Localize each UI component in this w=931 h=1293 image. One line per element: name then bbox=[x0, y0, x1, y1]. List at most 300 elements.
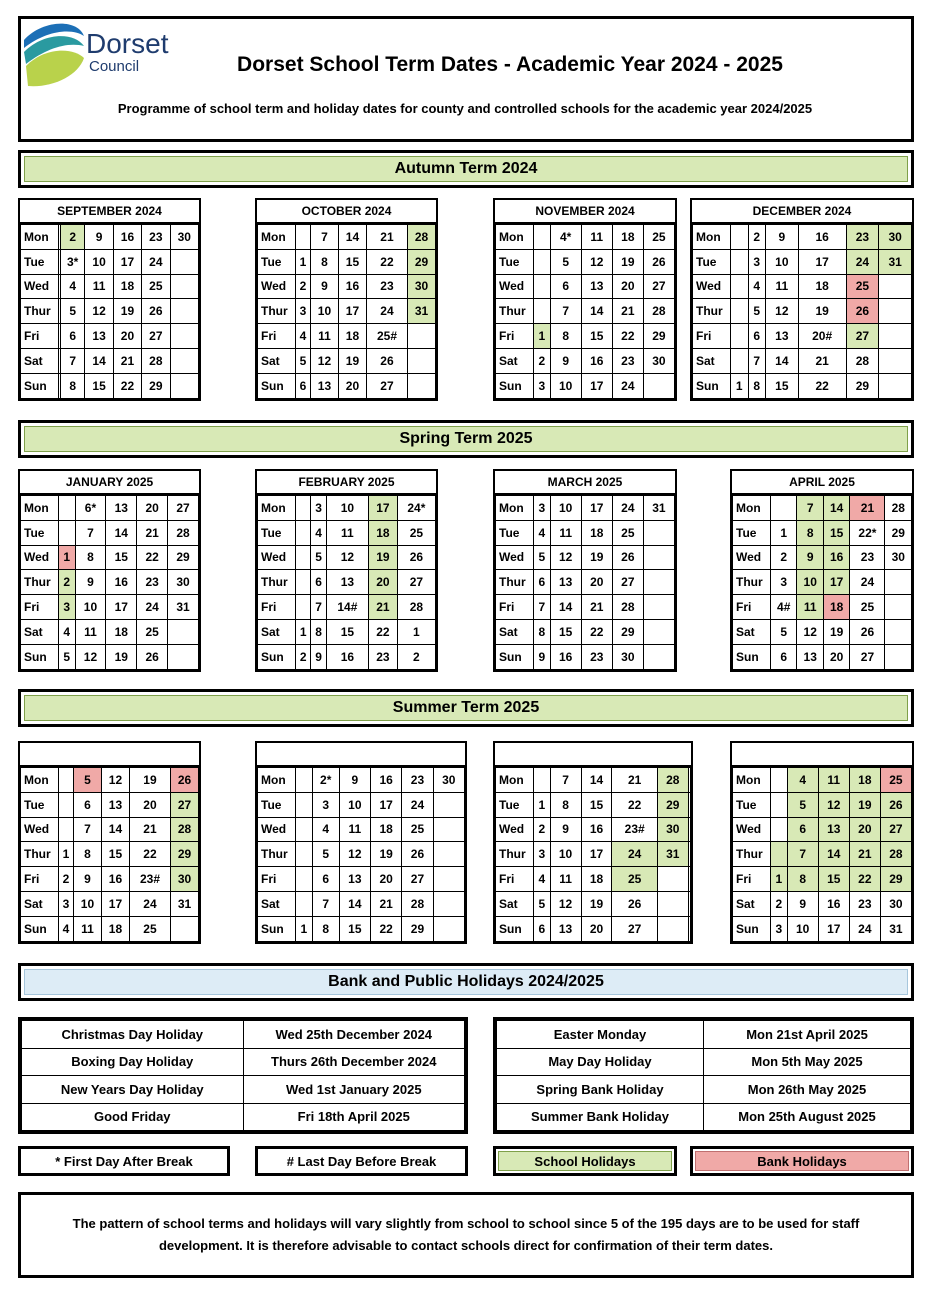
date-cell: 5 bbox=[59, 644, 76, 669]
date-cell: 30 bbox=[643, 348, 674, 373]
date-cell: 31 bbox=[657, 842, 688, 867]
date-cell: 17 bbox=[113, 249, 141, 274]
month-calendar bbox=[255, 198, 438, 401]
holiday-name: Boxing Day Holiday bbox=[22, 1048, 244, 1076]
date-cell: 23 bbox=[368, 644, 397, 669]
month-title bbox=[257, 743, 465, 767]
week-row bbox=[21, 891, 199, 916]
date-cell: 9 bbox=[534, 644, 551, 669]
date-cell bbox=[643, 619, 674, 644]
date-cell: 4 bbox=[59, 916, 74, 941]
weekday-label: Mon bbox=[733, 496, 771, 521]
date-cell: 4# bbox=[771, 595, 797, 620]
week-row bbox=[21, 373, 199, 398]
date-cell: 3* bbox=[60, 249, 84, 274]
date-cell bbox=[296, 891, 313, 916]
weekday-label: Sun bbox=[733, 644, 771, 669]
date-cell: 31 bbox=[168, 595, 199, 620]
date-cell: 20 bbox=[137, 496, 168, 521]
weekday-label: Sat bbox=[258, 348, 296, 373]
date-cell: 28 bbox=[397, 595, 435, 620]
week-row bbox=[21, 299, 199, 324]
weekday-label: Sun bbox=[496, 373, 534, 398]
week-row bbox=[496, 324, 675, 349]
date-cell: 2 bbox=[771, 891, 788, 916]
date-cell: 29 bbox=[168, 545, 199, 570]
date-cell bbox=[879, 348, 912, 373]
date-cell: 19 bbox=[581, 891, 612, 916]
date-cell: 26 bbox=[366, 348, 407, 373]
week-row bbox=[496, 570, 675, 595]
weekday-label: Fri bbox=[496, 324, 534, 349]
date-cell: 14 bbox=[339, 891, 370, 916]
date-cell: 23# bbox=[129, 867, 170, 892]
legend-label: # Last Day Before Break bbox=[286, 1153, 437, 1169]
week-row bbox=[21, 619, 199, 644]
date-cell: 19 bbox=[129, 768, 170, 793]
date-cell: 2 bbox=[60, 225, 84, 250]
date-cell: 13 bbox=[766, 324, 799, 349]
weekday-label: Sat bbox=[21, 619, 59, 644]
weekday-label: Tue bbox=[258, 249, 296, 274]
date-cell: 24 bbox=[142, 249, 170, 274]
date-cell bbox=[885, 619, 912, 644]
date-cell: 29 bbox=[885, 520, 912, 545]
date-cell: 13 bbox=[310, 373, 338, 398]
date-cell: 15 bbox=[550, 619, 581, 644]
date-cell: 8 bbox=[312, 916, 339, 941]
bank-holidays-table-left bbox=[18, 1017, 468, 1134]
date-cell: 3 bbox=[296, 299, 311, 324]
date-cell: 17 bbox=[818, 916, 849, 941]
weekday-label: Sun bbox=[21, 373, 59, 398]
legend-label: School Holidays bbox=[498, 1151, 672, 1171]
week-row bbox=[258, 644, 436, 669]
week-row bbox=[258, 891, 465, 916]
date-cell bbox=[407, 348, 435, 373]
date-cell: 1 bbox=[59, 842, 74, 867]
date-cell: 21 bbox=[366, 225, 407, 250]
date-cell: 18 bbox=[581, 867, 612, 892]
date-cell: 27 bbox=[366, 373, 407, 398]
date-cell: 11 bbox=[326, 520, 368, 545]
week-row bbox=[693, 225, 912, 250]
date-cell bbox=[771, 768, 788, 793]
month-title: NOVEMBER 2024 bbox=[495, 200, 675, 224]
weekday-label: Mon bbox=[496, 768, 534, 793]
week-row bbox=[496, 644, 675, 669]
date-cell: 18 bbox=[581, 520, 612, 545]
weekday-label: Mon bbox=[496, 225, 534, 250]
holiday-date: Fri 18th April 2025 bbox=[243, 1103, 465, 1131]
month-title: OCTOBER 2024 bbox=[257, 200, 436, 224]
week-row bbox=[21, 792, 199, 817]
date-cell: 26 bbox=[880, 792, 911, 817]
term-bar-autumn bbox=[18, 150, 914, 188]
weekday-label: Wed bbox=[496, 817, 534, 842]
date-cell: 7 bbox=[60, 348, 84, 373]
date-cell: 28 bbox=[643, 299, 674, 324]
date-cell bbox=[170, 299, 198, 324]
date-cell: 18 bbox=[368, 520, 397, 545]
date-cell: 30 bbox=[433, 768, 464, 793]
date-cell: 25 bbox=[397, 520, 435, 545]
date-cell: 29 bbox=[880, 867, 911, 892]
date-cell: 26 bbox=[142, 299, 170, 324]
date-cell: 14# bbox=[326, 595, 368, 620]
date-cell: 8 bbox=[73, 842, 101, 867]
week-row bbox=[21, 842, 199, 867]
date-cell: 11 bbox=[818, 768, 849, 793]
date-cell: 15 bbox=[823, 520, 849, 545]
date-cell: 12 bbox=[101, 768, 129, 793]
weekday-label: Wed bbox=[733, 545, 771, 570]
date-cell: 25 bbox=[643, 225, 674, 250]
date-cell bbox=[296, 570, 311, 595]
week-row bbox=[693, 348, 912, 373]
date-cell: 22 bbox=[849, 867, 880, 892]
date-cell: 28 bbox=[880, 842, 911, 867]
week-row bbox=[258, 373, 436, 398]
logo-subname: Council bbox=[89, 58, 140, 75]
date-cell: 7 bbox=[310, 225, 338, 250]
date-cell: 9 bbox=[550, 817, 581, 842]
footer-note: The pattern of school terms and holidays will vary slightly from school to school since 5 of the 195 days are to be used for staff development. It is therefore advisable to contact schools direct for confirmation of their term dates. bbox=[18, 1192, 914, 1278]
weekday-label: Mon bbox=[693, 225, 731, 250]
date-cell: 2 bbox=[534, 348, 551, 373]
date-cell: 14 bbox=[101, 817, 129, 842]
date-cell: 4 bbox=[534, 520, 551, 545]
date-cell bbox=[296, 768, 313, 793]
date-cell: 13 bbox=[550, 916, 581, 941]
date-cell: 5 bbox=[787, 792, 818, 817]
date-cell: 21 bbox=[612, 299, 643, 324]
holiday-date: Thurs 26th December 2024 bbox=[243, 1048, 465, 1076]
date-cell: 2 bbox=[59, 867, 74, 892]
weekday-label: Thur bbox=[258, 299, 296, 324]
date-cell: 25 bbox=[137, 619, 168, 644]
date-cell: 29 bbox=[643, 324, 674, 349]
date-cell: 9 bbox=[311, 644, 326, 669]
date-cell: 16 bbox=[581, 817, 612, 842]
date-cell: 2 bbox=[296, 644, 311, 669]
weekday-label: Sun bbox=[496, 916, 534, 941]
date-cell: 4 bbox=[787, 768, 818, 793]
week-row bbox=[258, 867, 465, 892]
date-cell: 13 bbox=[101, 792, 129, 817]
date-cell: 5 bbox=[73, 768, 101, 793]
date-cell: 29 bbox=[142, 373, 170, 398]
date-cell: 19 bbox=[612, 249, 643, 274]
date-cell bbox=[433, 867, 464, 892]
date-cell bbox=[534, 768, 551, 793]
legend-label: * First Day After Break bbox=[55, 1153, 193, 1169]
weekday-label: Wed bbox=[21, 545, 59, 570]
date-cell: 20 bbox=[581, 916, 612, 941]
date-cell: 11 bbox=[339, 817, 370, 842]
weekday-label: Tue bbox=[496, 249, 534, 274]
holiday-row bbox=[22, 1048, 465, 1076]
date-cell: 10 bbox=[787, 916, 818, 941]
week-row bbox=[258, 916, 465, 941]
date-cell bbox=[534, 274, 551, 299]
date-cell: 23 bbox=[581, 644, 612, 669]
date-cell: 11 bbox=[85, 274, 113, 299]
date-cell: 5 bbox=[534, 891, 551, 916]
date-cell: 26 bbox=[137, 644, 168, 669]
date-cell: 27 bbox=[170, 792, 198, 817]
date-cell bbox=[407, 373, 435, 398]
weekday-label: Wed bbox=[21, 274, 59, 299]
date-cell bbox=[688, 768, 690, 793]
date-cell: 1 bbox=[397, 619, 435, 644]
date-cell: 27 bbox=[880, 817, 911, 842]
weekday-label: Sat bbox=[258, 891, 296, 916]
weekday-label: Sat bbox=[733, 619, 771, 644]
date-cell: 19 bbox=[798, 299, 846, 324]
date-cell: 27 bbox=[397, 570, 435, 595]
date-cell: 4 bbox=[312, 817, 339, 842]
date-cell bbox=[885, 595, 912, 620]
date-cell: 22 bbox=[129, 842, 170, 867]
weekday-label: Fri bbox=[693, 324, 731, 349]
date-cell bbox=[170, 274, 198, 299]
date-cell: 31 bbox=[879, 249, 912, 274]
weekday-label: Fri bbox=[733, 595, 771, 620]
date-cell: 21 bbox=[581, 595, 612, 620]
date-cell: 10 bbox=[766, 249, 799, 274]
date-cell: 7 bbox=[312, 891, 339, 916]
date-cell: 27 bbox=[142, 324, 170, 349]
date-cell bbox=[731, 324, 749, 349]
week-row bbox=[733, 496, 912, 521]
date-cell: 2 bbox=[59, 570, 76, 595]
date-cell: 11 bbox=[550, 520, 581, 545]
week-row bbox=[21, 644, 199, 669]
date-cell: 25# bbox=[366, 324, 407, 349]
date-cell bbox=[170, 916, 198, 941]
date-cell bbox=[688, 867, 690, 892]
date-cell: 26 bbox=[643, 249, 674, 274]
date-cell: 20# bbox=[798, 324, 846, 349]
date-cell: 16 bbox=[818, 891, 849, 916]
weekday-label: Thur bbox=[496, 299, 534, 324]
date-cell bbox=[59, 768, 74, 793]
weekday-label: Fri bbox=[496, 867, 534, 892]
weekday-label: Fri bbox=[21, 867, 59, 892]
date-cell bbox=[296, 842, 313, 867]
weekday-label: Sun bbox=[733, 916, 771, 941]
date-cell: 4 bbox=[748, 274, 766, 299]
week-row bbox=[21, 225, 199, 250]
date-cell: 24 bbox=[612, 373, 643, 398]
date-cell: 12 bbox=[581, 249, 612, 274]
date-cell bbox=[296, 225, 311, 250]
date-cell: 21 bbox=[798, 348, 846, 373]
week-row bbox=[496, 792, 691, 817]
date-cell: 18 bbox=[612, 225, 643, 250]
date-cell: 15 bbox=[766, 373, 799, 398]
date-cell: 20 bbox=[612, 274, 643, 299]
date-cell: 8 bbox=[310, 249, 338, 274]
week-row bbox=[21, 520, 199, 545]
date-cell: 21 bbox=[113, 348, 141, 373]
weekday-label: Thur bbox=[21, 842, 59, 867]
weekday-label: Fri bbox=[258, 867, 296, 892]
date-cell: 6 bbox=[787, 817, 818, 842]
week-row bbox=[496, 225, 675, 250]
week-row bbox=[258, 249, 436, 274]
date-cell: 24 bbox=[402, 792, 433, 817]
date-cell: 13 bbox=[550, 570, 581, 595]
week-row bbox=[496, 867, 691, 892]
weekday-label: Tue bbox=[21, 520, 59, 545]
date-cell: 1 bbox=[296, 249, 311, 274]
date-cell bbox=[688, 792, 690, 817]
week-row bbox=[693, 274, 912, 299]
date-cell: 3 bbox=[59, 595, 76, 620]
week-row bbox=[258, 274, 436, 299]
date-cell: 12 bbox=[75, 644, 106, 669]
date-cell: 23 bbox=[612, 348, 643, 373]
week-row bbox=[733, 545, 912, 570]
date-cell: 9 bbox=[75, 570, 106, 595]
week-row bbox=[496, 817, 691, 842]
date-cell: 24 bbox=[129, 891, 170, 916]
date-cell: 24 bbox=[137, 595, 168, 620]
date-cell: 27 bbox=[168, 496, 199, 521]
date-cell bbox=[59, 792, 74, 817]
date-cell: 19 bbox=[581, 545, 612, 570]
date-cell bbox=[771, 817, 788, 842]
week-row bbox=[258, 570, 436, 595]
date-cell: 7 bbox=[311, 595, 326, 620]
weekday-label: Tue bbox=[496, 520, 534, 545]
week-row bbox=[496, 299, 675, 324]
month-title: APRIL 2025 bbox=[732, 471, 912, 495]
week-row bbox=[733, 644, 912, 669]
date-cell: 28 bbox=[407, 225, 435, 250]
week-row bbox=[733, 891, 912, 916]
weekday-label: Fri bbox=[258, 595, 296, 620]
date-cell bbox=[885, 644, 912, 669]
weekday-label: Sat bbox=[258, 619, 296, 644]
date-cell: 23 bbox=[142, 225, 170, 250]
holiday-date: Mon 21st April 2025 bbox=[704, 1021, 911, 1049]
date-cell bbox=[643, 644, 674, 669]
date-cell: 1 bbox=[771, 520, 797, 545]
date-cell: 27 bbox=[402, 867, 433, 892]
date-cell: 14 bbox=[106, 520, 137, 545]
date-cell bbox=[688, 891, 690, 916]
date-cell: 28 bbox=[170, 817, 198, 842]
date-cell: 1 bbox=[771, 867, 788, 892]
date-cell bbox=[168, 644, 199, 669]
date-cell: 1 bbox=[296, 619, 311, 644]
date-cell bbox=[879, 324, 912, 349]
date-cell: 19 bbox=[849, 792, 880, 817]
date-cell: 16 bbox=[101, 867, 129, 892]
date-cell: 6 bbox=[550, 274, 581, 299]
date-cell: 2 bbox=[771, 545, 797, 570]
date-cell bbox=[170, 324, 198, 349]
date-cell: 15 bbox=[106, 545, 137, 570]
date-cell: 23 bbox=[850, 545, 885, 570]
date-cell: 6 bbox=[73, 792, 101, 817]
week-row bbox=[21, 768, 199, 793]
date-cell bbox=[643, 570, 674, 595]
date-cell: 12 bbox=[339, 842, 370, 867]
week-row bbox=[693, 249, 912, 274]
term-label: Spring Term 2025 bbox=[24, 426, 908, 452]
weekday-label: Sat bbox=[21, 891, 59, 916]
date-cell bbox=[296, 595, 311, 620]
weekday-label: Thur bbox=[258, 570, 296, 595]
date-cell bbox=[688, 916, 690, 941]
week-row bbox=[733, 619, 912, 644]
logo-name: Dorset bbox=[86, 28, 169, 59]
legend-school-holidays bbox=[493, 1146, 677, 1176]
date-cell: 23 bbox=[366, 274, 407, 299]
date-cell: 12 bbox=[550, 891, 581, 916]
date-cell bbox=[170, 373, 198, 398]
date-cell: 9 bbox=[73, 867, 101, 892]
week-row bbox=[496, 545, 675, 570]
weekday-label: Wed bbox=[693, 274, 731, 299]
weekday-label: Tue bbox=[733, 520, 771, 545]
weekday-label: Thur bbox=[21, 299, 59, 324]
week-row bbox=[258, 817, 465, 842]
date-cell bbox=[407, 324, 435, 349]
date-cell: 26 bbox=[850, 619, 885, 644]
weekday-label: Tue bbox=[258, 792, 296, 817]
date-cell: 8 bbox=[550, 324, 581, 349]
date-cell: 12 bbox=[326, 545, 368, 570]
date-cell bbox=[170, 348, 198, 373]
date-cell bbox=[731, 274, 749, 299]
weekday-label: Tue bbox=[693, 249, 731, 274]
month-calendar bbox=[493, 741, 693, 944]
date-cell: 25 bbox=[402, 817, 433, 842]
date-cell: 6 bbox=[534, 570, 551, 595]
weekday-label: Tue bbox=[21, 792, 59, 817]
holiday-name: Easter Monday bbox=[497, 1021, 704, 1049]
date-cell: 3 bbox=[311, 496, 326, 521]
date-cell: 13 bbox=[581, 274, 612, 299]
week-row bbox=[258, 545, 436, 570]
date-cell: 16 bbox=[823, 545, 849, 570]
date-cell: 30 bbox=[407, 274, 435, 299]
date-cell bbox=[296, 792, 313, 817]
date-cell: 22 bbox=[366, 249, 407, 274]
date-cell: 10 bbox=[550, 842, 581, 867]
date-cell: 14 bbox=[766, 348, 799, 373]
date-cell: 14 bbox=[581, 768, 612, 793]
date-cell: 24 bbox=[846, 249, 879, 274]
month-calendar bbox=[493, 469, 677, 672]
legend-last-day bbox=[255, 1146, 468, 1176]
month-calendar bbox=[690, 198, 914, 401]
weekday-label: Thur bbox=[496, 570, 534, 595]
date-cell bbox=[433, 792, 464, 817]
week-row bbox=[258, 225, 436, 250]
date-cell: 3 bbox=[534, 842, 551, 867]
date-cell: 20 bbox=[581, 570, 612, 595]
date-cell: 26 bbox=[846, 299, 879, 324]
month-calendar bbox=[18, 741, 201, 944]
date-cell: 28 bbox=[846, 348, 879, 373]
holiday-name: Christmas Day Holiday bbox=[22, 1021, 244, 1049]
